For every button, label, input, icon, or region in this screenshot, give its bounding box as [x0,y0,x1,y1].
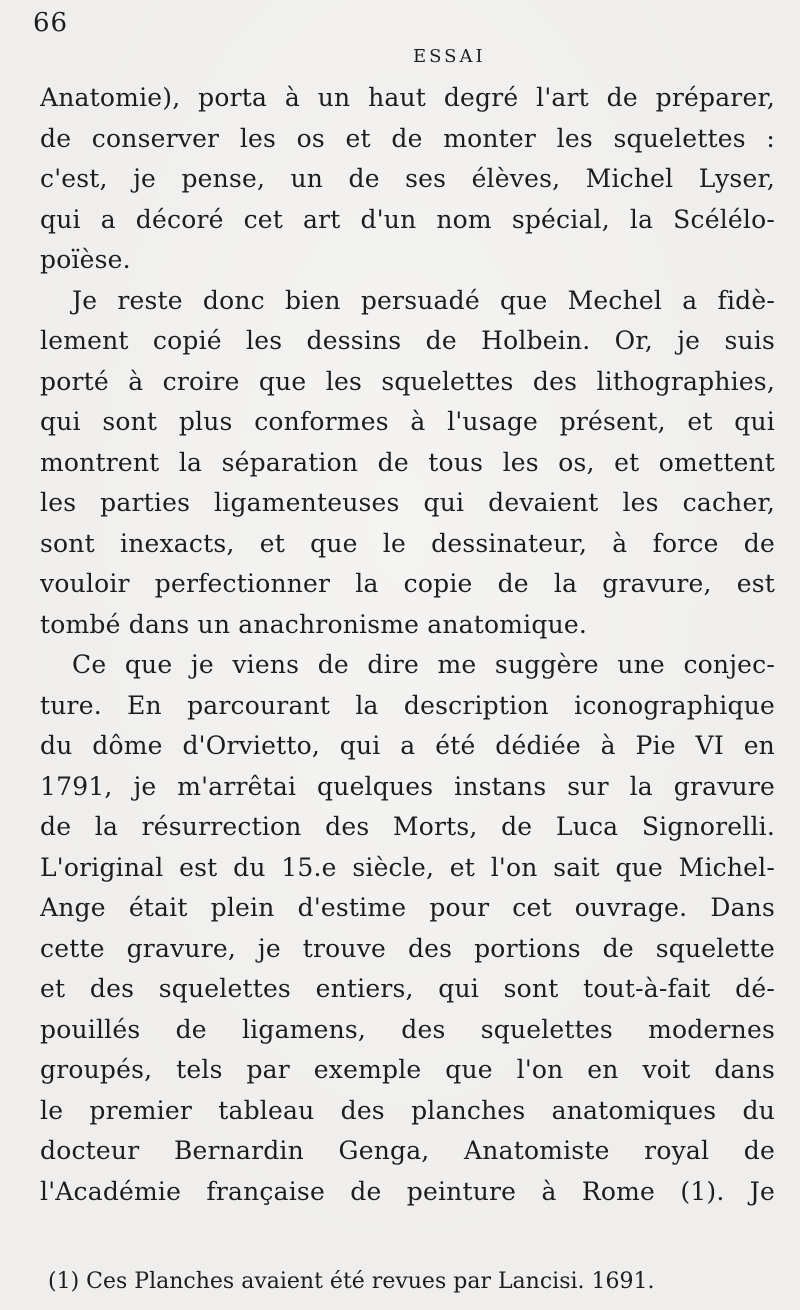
text-line: qui sont plus conformes à l'usage présent, et qui [40,407,775,436]
text-line: groupés, tels par exemple que l'on en voit dans [40,1055,775,1084]
text-line: Ange était plein d'estime pour cet ouvrage. Dans [40,893,775,922]
text-line: les parties ligamenteuses qui devaient les cacher, [40,488,775,517]
text-line: Je reste donc bien persuadé que Mechel a fidè- [72,285,775,315]
text-line: tombé dans un anachronisme anatomique. [40,609,588,639]
text-line: L'original est du 15.e siècle, et l'on sait que Michel- [40,852,775,882]
text-line: vouloir perfectionner la copie de la gravure, est [40,569,775,598]
text-line: sont inexacts, et que le dessinateur, à force de [40,528,775,558]
text-line: de la résurrection des Morts, de Luca Signorelli. [40,812,775,841]
text-line: montrent la séparation de tous les os, et omettent [40,447,775,477]
footnote: (1) Ces Planches avaient été revues par Lancisi. 1691. [48,1269,655,1294]
text-line: Ce que je viens de dire me suggère une conjec- [72,650,775,679]
text-line: c'est, je pense, un de ses élèves, Michel Lyser, [40,164,775,193]
running-head: ESSAI [413,46,486,67]
page-number: 66 [33,8,69,38]
text-line: poïèse. [40,245,131,274]
text-line: l'Académie française de peinture à Rome (1). Je [40,1176,775,1206]
text-line: qui a décoré cet art d'un nom spécial, la Scélélo- [40,204,775,234]
text-line: du dôme d'Orvietto, qui a été dédiée à Pie VI en [40,731,775,760]
text-line: ture. En parcourant la description iconographique [40,690,775,720]
text-line: cette gravure, je trouve des portions de squelette [40,933,775,963]
text-line: 1791, je m'arrêtai quelques instans sur la gravure [40,771,775,801]
text-line: porté à croire que les squelettes des lithographies, [40,366,775,396]
text-line: le premier tableau des planches anatomiques du [40,1095,775,1125]
body-text [40,78,775,1212]
text-line: pouillés de ligamens, des squelettes modernes [40,1014,775,1044]
text-line: de conserver les os et de monter les squelettes : [40,123,775,153]
text-line: lement copié les dessins de Holbein. Or, je suis [40,326,775,355]
text-line: et des squelettes entiers, qui sont tout-à-fait dé- [40,974,775,1003]
text-line: Anatomie), porta à un haut degré l'art de préparer, [40,83,775,112]
text-line: docteur Bernardin Genga, Anatomiste royal de [40,1136,775,1165]
